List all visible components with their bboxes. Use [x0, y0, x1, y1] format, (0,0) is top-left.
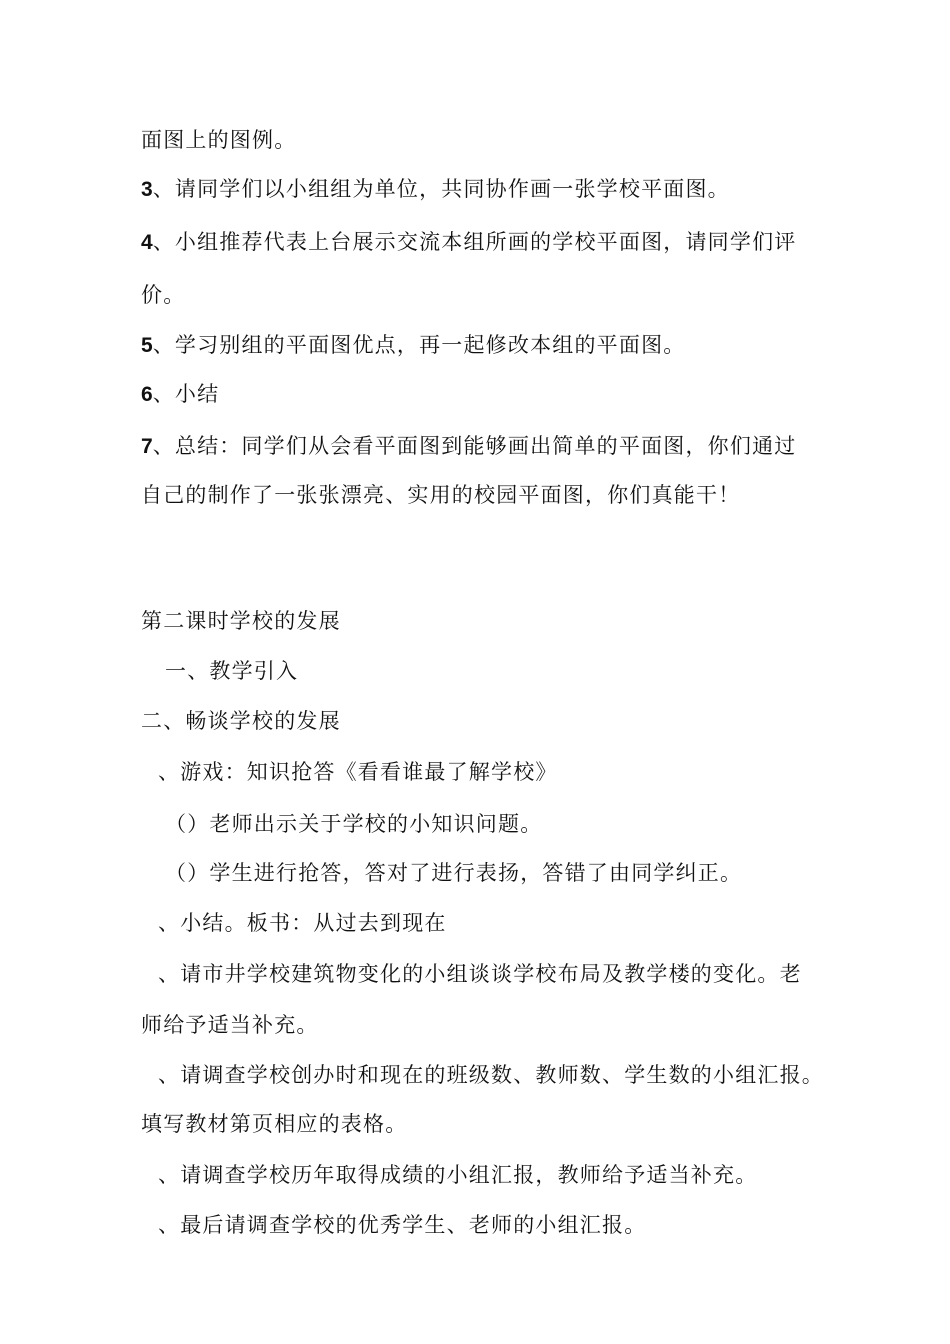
sub-item-student-answers — [165, 859, 742, 887]
line-text: 、游戏：知识抢答《看看谁最了解学校》 — [158, 760, 558, 784]
line-text: 、总结：同学们从会看平面图到能够画出简单的平面图，你们通过 — [152, 434, 797, 458]
item-class-counts — [158, 1061, 824, 1089]
step-4-continued — [141, 281, 185, 309]
item-summary — [158, 909, 447, 937]
line-text: 一、教学引入 — [165, 659, 299, 683]
item-class-counts-continued — [141, 1110, 407, 1138]
line-text: 面图上的图例。 — [141, 128, 297, 152]
line-text: 、请市井学校建筑物变化的小组谈谈学校布局及教学楼的变化。老 — [158, 962, 802, 986]
item-building-changes-continued — [141, 1011, 319, 1039]
line-text: 二、畅谈学校的发展 — [141, 709, 341, 733]
step-4 — [141, 228, 797, 257]
item-achievements — [158, 1161, 757, 1189]
step-number: 3 — [141, 178, 153, 201]
step-number: 5 — [141, 334, 153, 357]
step-number: 7 — [141, 435, 153, 458]
line-text: （）老师出示关于学校的小知识问题。 — [165, 812, 543, 836]
section-one-heading — [165, 657, 298, 685]
step-number: 6 — [141, 383, 153, 406]
line-text: 、学习别组的平面图优点，再一起修改本组的平面图。 — [152, 333, 686, 357]
section-two-heading — [141, 707, 341, 735]
line-text: 自己的制作了一张张漂亮、实用的校园平面图，你们真能干！ — [141, 483, 741, 507]
item-building-changes — [158, 960, 802, 988]
step-7 — [141, 432, 797, 461]
line-text: （）学生进行抢答，答对了进行表扬，答错了由同学纠正。 — [165, 861, 743, 885]
step-6 — [141, 380, 219, 409]
line-text: 、小结 — [152, 382, 220, 406]
line-text: 、小结。板书：从过去到现在 — [158, 911, 447, 935]
line-text: 价。 — [141, 283, 186, 307]
line-text: 、小组推荐代表上台展示交流本组所画的学校平面图，请同学们评 — [152, 230, 797, 254]
sub-item-teacher-questions — [165, 810, 542, 838]
line-text: 第二课时学校的发展 — [141, 609, 341, 633]
item-excellent-people — [158, 1211, 646, 1239]
step-7-continued — [141, 481, 740, 509]
line-text: 、请同学们以小组组为单位，共同协作画一张学校平面图。 — [152, 177, 730, 201]
line-text: 、请调查学校创办时和现在的班级数、教师数、学生数的小组汇报。 — [158, 1063, 824, 1087]
step-number: 4 — [141, 231, 153, 254]
line-text: 、请调查学校历年取得成绩的小组汇报，教师给予适当补充。 — [158, 1163, 758, 1187]
line-text: 、最后请调查学校的优秀学生、老师的小组汇报。 — [158, 1213, 647, 1237]
line-text: 填写教材第页相应的表格。 — [141, 1112, 408, 1136]
text-line-legend — [141, 126, 296, 154]
item-game — [158, 758, 558, 786]
lesson-title — [141, 607, 341, 635]
step-3 — [141, 175, 730, 204]
line-text: 师给予适当补充。 — [141, 1013, 319, 1037]
step-5 — [141, 331, 686, 360]
